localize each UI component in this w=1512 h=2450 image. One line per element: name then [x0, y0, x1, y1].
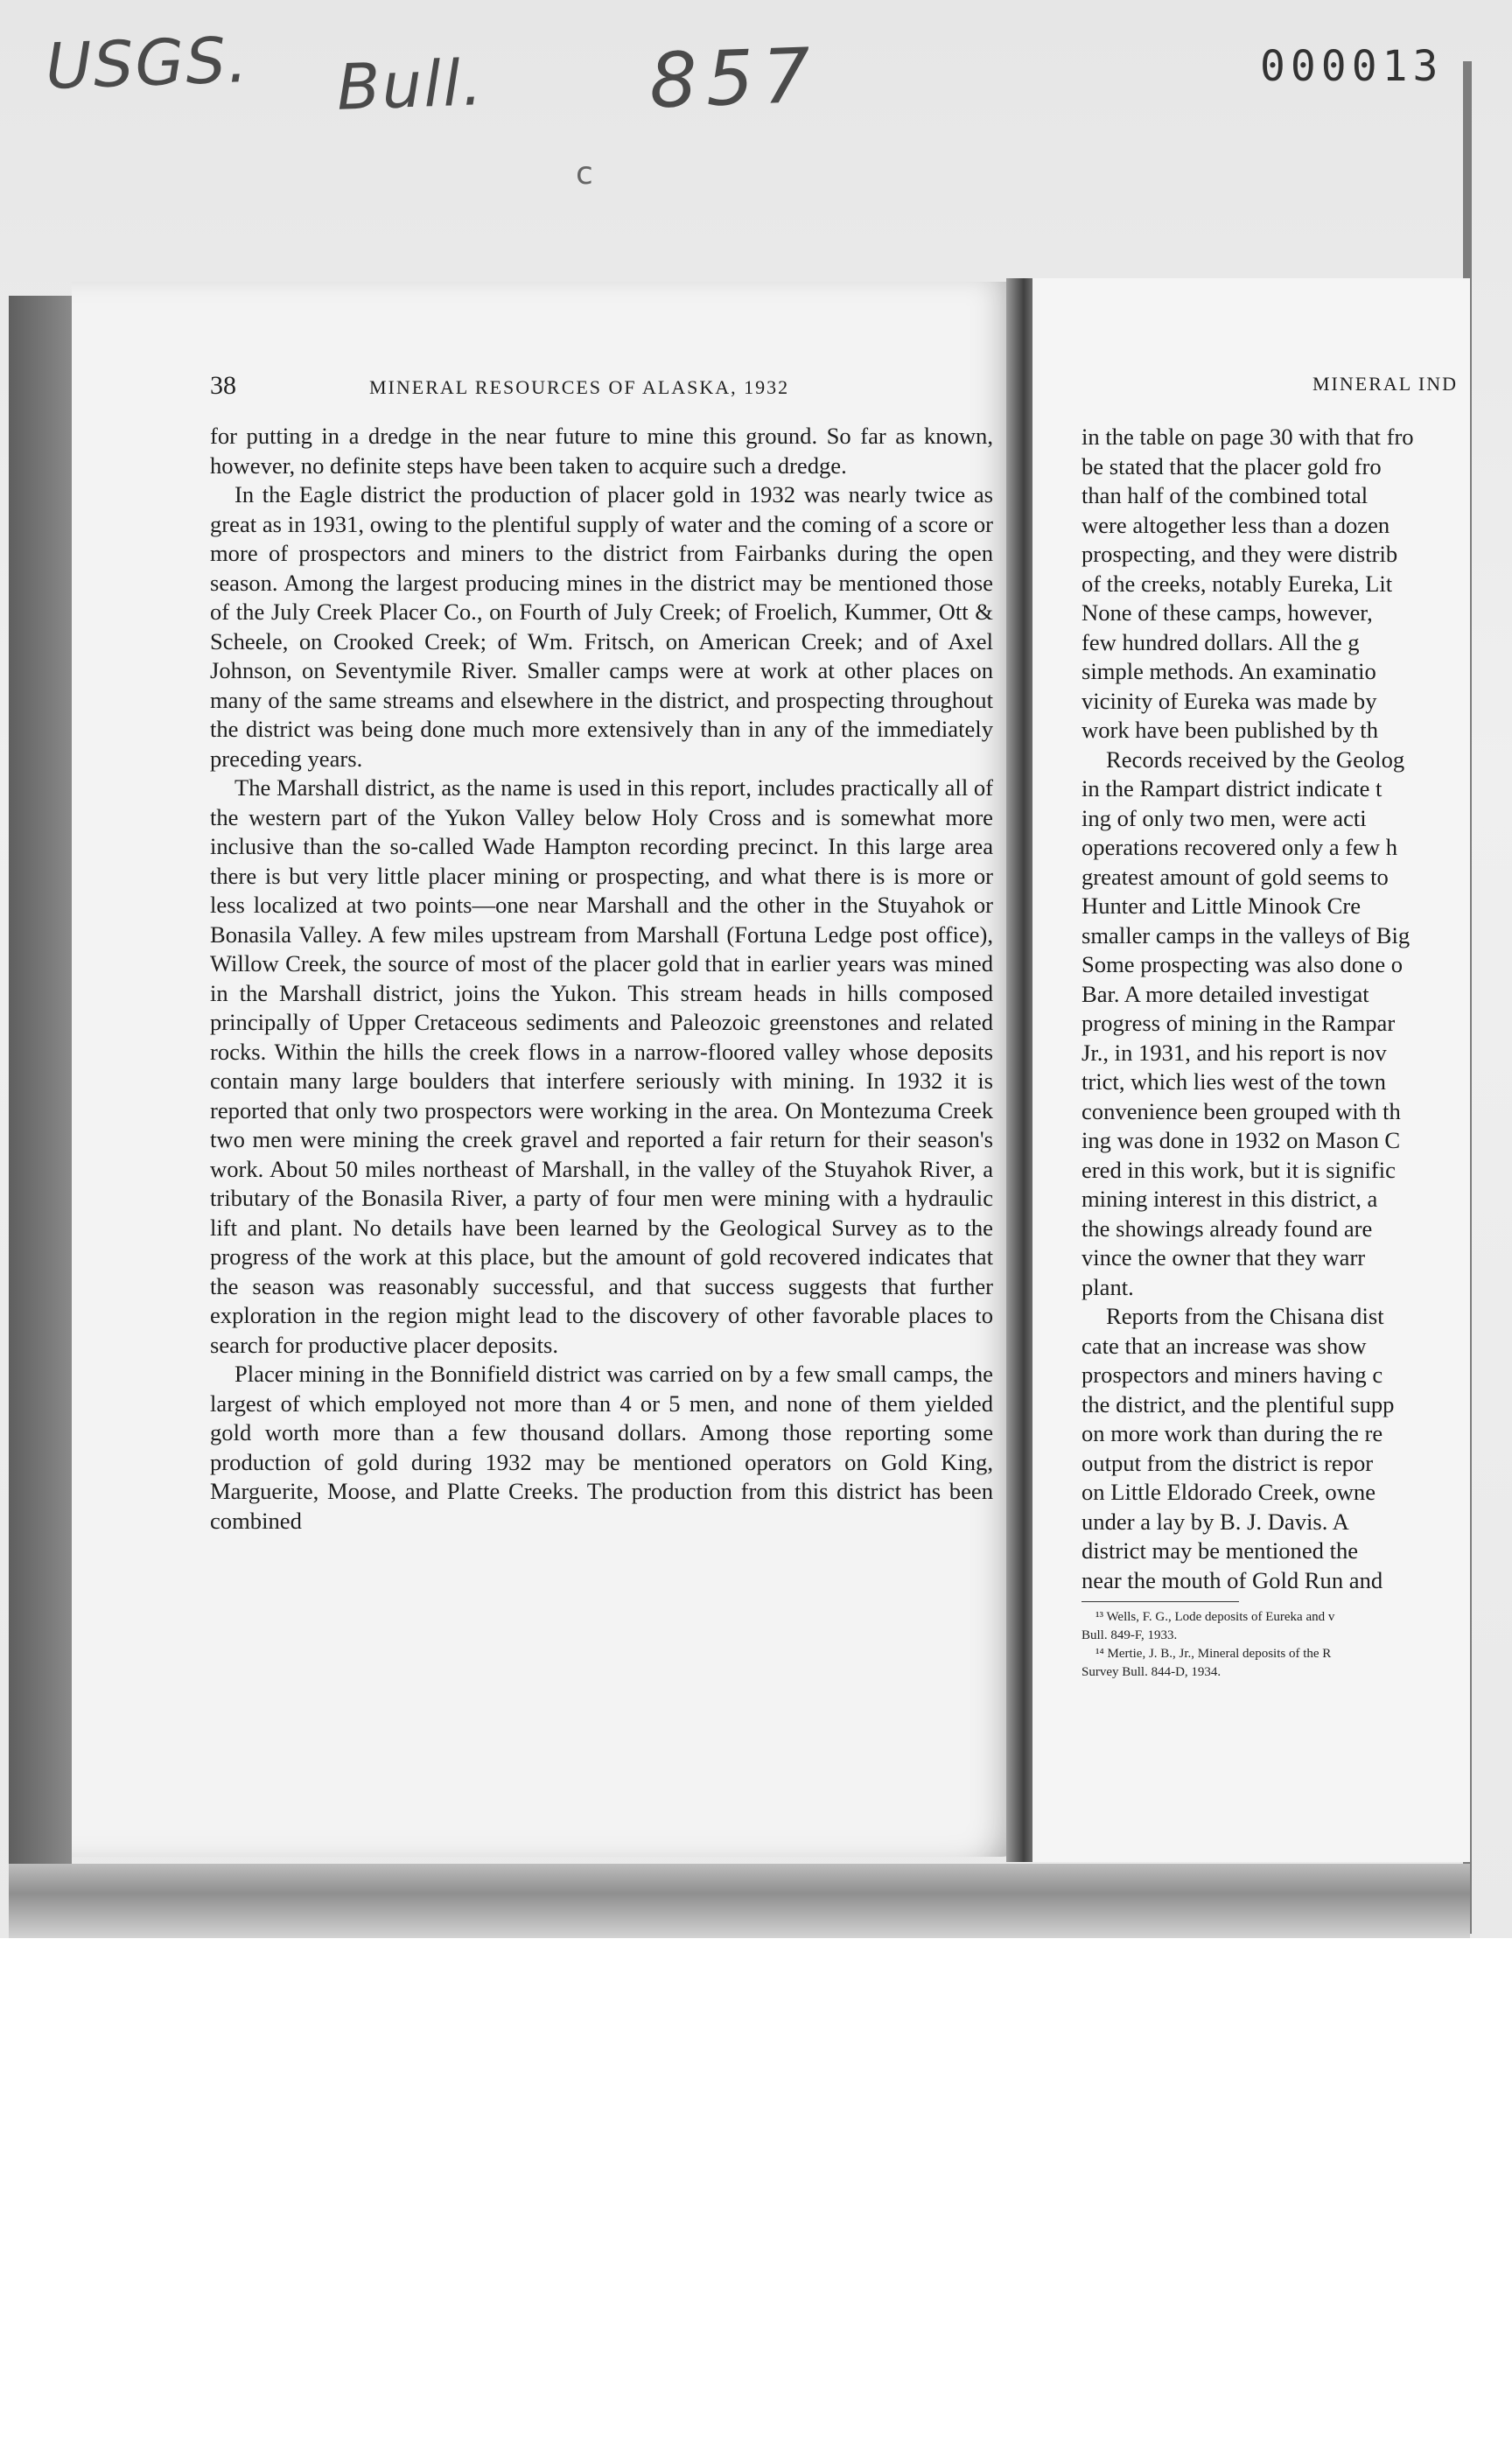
text-line: the district, and the plentiful supp: [1082, 1390, 1395, 1418]
footnote: Survey Bull. 844-D, 1934.: [1082, 1665, 1222, 1679]
text-line: were altogether less than a dozen: [1082, 511, 1390, 538]
book-cover-edge: [9, 296, 72, 1897]
text-line: Hunter and Little Minook Cre: [1082, 892, 1362, 919]
text-line: work have been published by th: [1082, 717, 1378, 743]
right-page: [1032, 278, 1470, 1862]
running-header: MINERAL IND: [1312, 373, 1458, 395]
text-line: output from the district is repor: [1082, 1449, 1374, 1476]
running-header: MINERAL RESOURCES OF ALASKA, 1932: [369, 376, 790, 398]
text-line: vicinity of Eureka was made by: [1082, 687, 1377, 714]
text-line: under a lay by B. J. Davis. A: [1082, 1508, 1349, 1535]
text-line: progress of mining in the Rampar: [1082, 1010, 1396, 1036]
text-line: greatest amount of gold seems to: [1082, 863, 1389, 890]
text-line: Bar. A more detailed investigat: [1082, 980, 1369, 1007]
handwritten-bulletin-number: 857: [648, 32, 821, 126]
text-line: near the mouth of Gold Run and: [1082, 1566, 1383, 1593]
footnote: ¹⁴ Mertie, J. B., Jr., Mineral deposits of the R: [1096, 1647, 1332, 1661]
text-line: cate that an increase was show: [1082, 1332, 1367, 1359]
text-line: plant.: [1082, 1273, 1134, 1300]
text-line: mining interest in this district, a: [1082, 1186, 1378, 1212]
footnote: Bull. 849-F, 1933.: [1082, 1628, 1178, 1642]
text-line: in the Rampart district indicate t: [1082, 775, 1382, 802]
text-line: the showings already found are: [1082, 1214, 1373, 1242]
text-line: simple methods. An examinatio: [1082, 658, 1376, 684]
text-line: ered in this work, but it is signific: [1082, 1156, 1396, 1183]
handwritten-mark: c: [576, 156, 593, 192]
text-line: Records received by the Geolog: [1106, 746, 1405, 773]
text-line: trict, which lies west of the town: [1082, 1068, 1386, 1095]
footnotes: [1082, 1608, 1470, 1682]
footnote-rule: [1082, 1601, 1239, 1602]
handwritten-usgs: USGS.: [44, 22, 251, 104]
text-line: operations recovered only a few h: [1082, 834, 1398, 860]
text-line: district may be mentioned the: [1082, 1537, 1359, 1564]
footnote: ¹³ Wells, F. G., Lode deposits of Eureka and v: [1096, 1610, 1335, 1624]
text-line: ing of only two men, were acti: [1082, 804, 1367, 831]
text-line: convenience been grouped with th: [1082, 1097, 1401, 1124]
right-text-column: [1082, 423, 1470, 1595]
paragraph: In the Eagle district the production of placer gold in 1932 was nearly twice as great as in 1931, owing to the plentiful supply of water and the coming of a score or more of prospectors and miners to the district from Fairbanks during the open season. Among the largest producing mines in the district may be mentioned those of the July Creek Placer Co., on Fourth of July Creek; of Froelich, Kummer, Ott & Scheele, on Crooked Creek; of Wm. Fritsch, on American Creek; and of Axel Johnson, on Seventymile River. Smaller camps were at work at other places on many of the same streams and elsewhere in the district, and prospecting throughout the district was being done much more extensively than in any of the immediately preceding years.: [210, 481, 993, 772]
text-line: ing was done in 1932 on Mason C: [1082, 1127, 1401, 1153]
paragraph: The Marshall district, as the name is used in this report, includes practically all of the western part of the Yukon Valley below Holy Cross and is somewhat more inclusive than the so-called Wade Hampton recording precinct. In this large area there is but very little placer mining or prospecting, and what there is is more or less localized at two points—one near Marshall and the other in the Stuyahok or Bonasila Valley. A few miles upstream from Marshall (Fortuna Ledge post office), Willow Creek, the source of most of the placer gold that in earlier years was mined in the Marshall district, joins the Yukon. This stream heads in hills composed principally of Upper Cretaceous sediments and Paleozoic greenstones and related rocks. Within the hills the creek flows in a narrow-floored valley whose deposits contain many large boulders that interfere seriously with mining. In 1932 it is reported that only two prospectors were working in the area. On Montezuma Creek two men were mining the creek gravel and reported a fair return for their season's work. About 50 miles northeast of Marshall, in the valley of the Stuyahok River, a tributary of the Bonasila River, a party of four men were mining with a hydraulic lift and plant. No details have been learned by the Geological Survey as to the progress of the work at this place, but the amount of gold recovered indicates that the season was reasonably successful, and that success suggests that further exploration in the region might lead to the discovery of other favorable places to search for productive placer deposits.: [210, 774, 994, 1358]
text-line: None of these camps, however,: [1082, 599, 1373, 626]
text-line: in the table on page 30 with that fro: [1082, 424, 1414, 450]
page-number: 38: [210, 371, 236, 400]
text-line: vince the owner that they warr: [1082, 1244, 1366, 1270]
text-line: prospectors and miners having c: [1082, 1362, 1383, 1388]
paragraph: for putting in a dredge in the near future to mine this ground. So far as known, however, no definite steps have been taken to acquire such a dredge.: [210, 423, 993, 479]
text-line: Jr., in 1931, and his report is nov: [1082, 1039, 1387, 1066]
text-line: than half of the combined total: [1082, 482, 1368, 508]
handwritten-bull: Bull.: [335, 46, 486, 124]
text-line: Reports from the Chisana dist: [1106, 1303, 1384, 1329]
text-line: smaller camps in the valleys of Big: [1082, 921, 1410, 948]
left-page: [72, 282, 1026, 1857]
frame-number: 000013: [1260, 42, 1444, 91]
text-line: Some prospecting was also done o: [1082, 951, 1404, 977]
text-line: of the creeks, notably Eureka, Lit: [1082, 570, 1393, 597]
text-line: on Little Eldorado Creek, owne: [1082, 1479, 1376, 1505]
text-line: prospecting, and they were distrib: [1082, 541, 1398, 567]
text-line: be stated that the placer gold fro: [1082, 452, 1382, 480]
text-line: few hundred dollars. All the g: [1082, 628, 1360, 655]
left-text-column: [210, 422, 993, 1536]
paragraph: Placer mining in the Bonnifield district was carried on by a few small camps, the largest of which employed not more than 4 or 5 men, and none of them yielded gold worth more than a few thousand dollars. Among those reporting some production of gold during 1932 may be mentioned operators on Gold King, Marguerite, Moose, and Platte Creeks. The production from this district has been combined: [210, 1361, 993, 1534]
page-bottom-shadow: [9, 1864, 1470, 1938]
text-line: on more work than during the re: [1082, 1420, 1383, 1446]
